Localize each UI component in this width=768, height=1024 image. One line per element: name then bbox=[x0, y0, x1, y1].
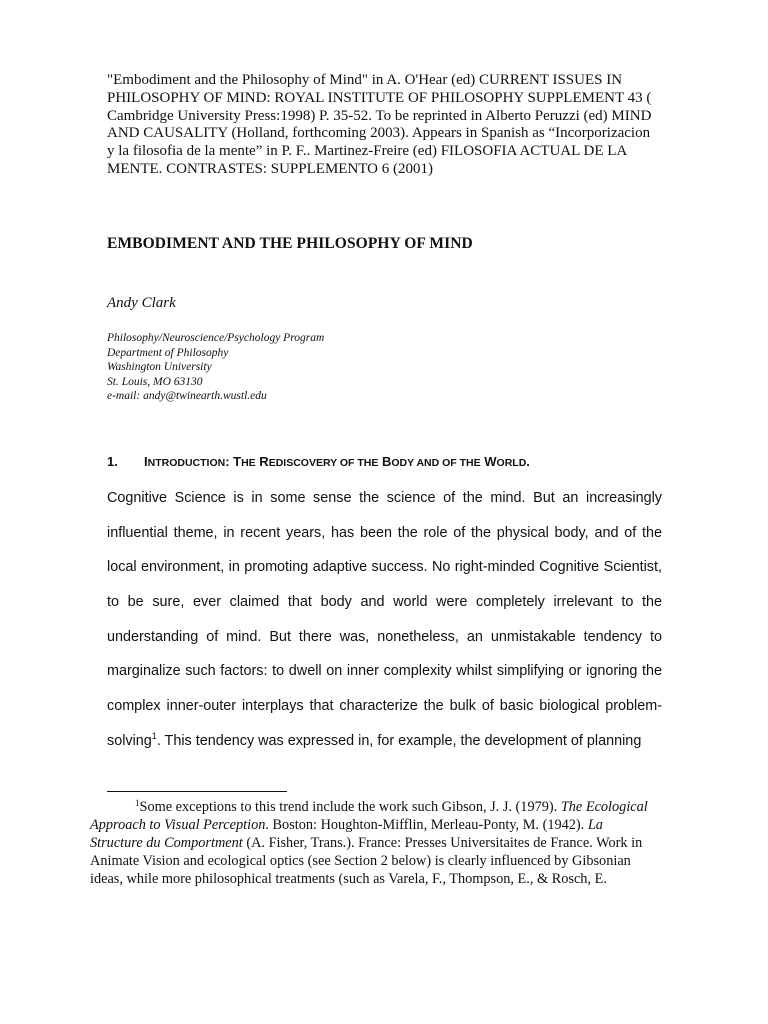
body-line: to be sure, ever claimed that body and world were completely irrelevant to the bbox=[107, 594, 662, 611]
section-title-part: R bbox=[255, 454, 269, 469]
section-title-part: ODY AND OF THE bbox=[391, 457, 481, 469]
footnote-line: $^1$Some exceptions to this trend include the work such Gibson, J. J. (1979). The Ecological bbox=[135, 798, 648, 815]
author-name: Andy Clark bbox=[107, 295, 176, 311]
body-text bbox=[107, 488, 662, 766]
citation-block bbox=[107, 72, 667, 179]
footnote-divider bbox=[107, 791, 287, 792]
citation-line: AND CAUSALITY (Holland, forthcoming 2003). Appears in Spanish as “Incorporizacion bbox=[107, 125, 651, 142]
footnote-line: Approach to Visual Perception. Boston: Houghton-Mifflin, Merleau-Ponty, M. (1942). La bbox=[90, 817, 603, 833]
affiliation-line: Washington University bbox=[107, 361, 212, 374]
footnote-line: ideas, while more philosophical treatments (such as Varela, F., Thompson, E., & Rosch, E. bbox=[90, 871, 607, 887]
section-heading bbox=[107, 454, 530, 469]
section-title-part: . bbox=[526, 454, 530, 469]
section-title-part: ORLD bbox=[496, 457, 527, 469]
citation-line: "Embodiment and the Philosophy of Mind" in A. O'Hear (ed) CURRENT ISSUES IN bbox=[107, 72, 623, 88]
section-title bbox=[144, 454, 530, 469]
footnote-line: Animate Vision and ecological optics (see Section 2 below) is clearly influenced by Gibsonian bbox=[90, 853, 631, 869]
footnote bbox=[90, 798, 680, 888]
affiliation-line: Department of Philosophy bbox=[107, 346, 229, 359]
body-line: marginalize such factors: to dwell on inner complexity whilst simplifying or ignoring the bbox=[107, 663, 662, 680]
section-title-part: I bbox=[144, 454, 148, 469]
footnote-reference[interactable]: 1 bbox=[151, 730, 157, 741]
body-line: solving$^1$. This tendency was expressed in, for example, the development of planning bbox=[107, 730, 642, 749]
footnote-line: Structure du Comportment (A. Fisher, Trans.). France: Presses Universitaites de France. Work in bbox=[90, 835, 643, 851]
body-line: understanding of mind. But there was, nonetheless, an unmistakable tendency to bbox=[107, 628, 662, 645]
affiliation-block bbox=[107, 331, 324, 404]
citation-line: y la filosofia de la mente” in P. F.. Martinez-Freire (ed) FILOSOFIA ACTUAL DE LA bbox=[107, 143, 628, 160]
section-title-part: EDISCOVERY OF THE bbox=[268, 457, 379, 469]
affiliation-line: St. Louis, MO 63130 bbox=[107, 375, 203, 388]
citation-line: Cambridge University Press:1998) P. 35-52. To be reprinted in Alberto Peruzzi (ed) MIND bbox=[107, 107, 652, 124]
body-line: complex inner-outer interplays that characterize the bulk of basic biological problem- bbox=[107, 698, 662, 715]
body-line: Cognitive Science is in some sense the science of the mind. But an increasingly bbox=[107, 490, 662, 506]
section-title-part: W bbox=[480, 454, 497, 469]
citation-line: PHILOSOPHY OF MIND: ROYAL INSTITUTE OF PHILOSOPHY SUPPLEMENT 43 ( bbox=[107, 89, 652, 106]
section-title-part: : T bbox=[225, 454, 242, 469]
footnote-marker: 1 bbox=[135, 798, 140, 808]
paper-title: EMBODIMENT AND THE PHILOSOPHY OF MIND bbox=[107, 235, 473, 252]
section-title-part: HE bbox=[241, 457, 256, 469]
affiliation-email: e-mail: andy@twinearth.wustl.edu bbox=[107, 390, 267, 403]
body-line: influential theme, in recent years, has been the role of the physical body, and of the bbox=[107, 524, 662, 541]
section-number: 1. bbox=[107, 454, 118, 469]
body-line: local environment, in promoting adaptive success. No right-minded Cognitive Scientist, bbox=[107, 559, 662, 576]
section-title-part: B bbox=[378, 454, 392, 469]
affiliation-line: Philosophy/Neuroscience/Psychology Program bbox=[107, 332, 325, 344]
citation-line: MENTE. CONTRASTES: SUPPLEMENTO 6 (2001) bbox=[107, 160, 433, 177]
section-title-part: NTRODUCTION bbox=[147, 457, 226, 469]
